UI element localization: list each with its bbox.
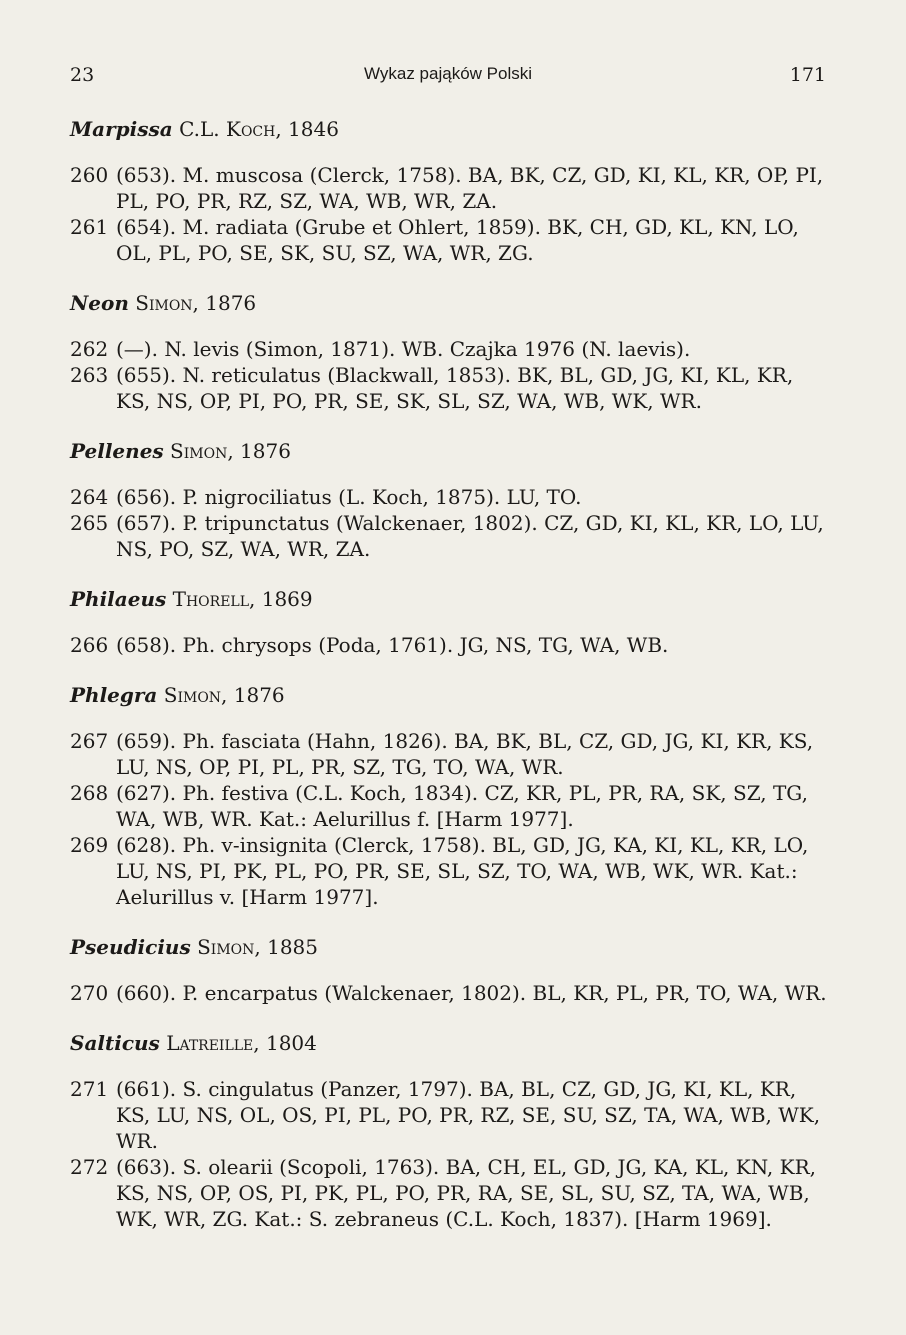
entry-number: 260 (70, 163, 109, 187)
genus-author: Thorell, 1869 (172, 587, 313, 611)
genus-heading (70, 1030, 830, 1056)
species-entry (70, 980, 830, 1006)
species-list (70, 116, 830, 1256)
running-title: Wykaz pająków Polski (363, 64, 533, 83)
genus-section (70, 586, 830, 658)
genus-name: Phlegra (70, 683, 158, 707)
entry-number: 263 (70, 363, 109, 387)
genus-author: C.L. Koch, 1846 (179, 117, 339, 141)
species-entry (70, 510, 830, 562)
genus-section (70, 1030, 830, 1232)
genus-heading (70, 934, 830, 960)
species-entry (70, 632, 830, 658)
entry-text: (655). N. reticulatus (Blackwall, 1853). BK, BL, GD, JG, KI, KL, KR, KS, NS, OP, PI, PO, PR, SE, SK, SL, SZ, WA, WB, WK, WR. (116, 363, 794, 413)
entry-text: (627). Ph. festiva (C.L. Koch, 1834). CZ, KR, PL, PR, RA, SK, SZ, TG, WA, WB, WR. Kat.: Aelurillus f. [Harm 1977]. (116, 781, 808, 831)
genus-author: Latreille, 1804 (166, 1031, 317, 1055)
entry-number: 261 (70, 215, 109, 239)
entry-text: (663). S. olearii (Scopoli, 1763). BA, CH, EL, GD, JG, KA, KL, KN, KR, KS, NS, OP, OS, PI, PK, PL, PO, PR, RA, SE, SL, SU, SZ, TA, WA, WB, WK, WR, ZG. Kat.: S. zebraneus (C.L. Koch, 1837). [Harm 1969]. (116, 1155, 816, 1231)
page-number-right: 171 (789, 64, 826, 86)
entry-number: 271 (70, 1077, 109, 1101)
species-entry (70, 728, 830, 780)
genus-name: Salticus (70, 1031, 160, 1055)
entry-text: (—). N. levis (Simon, 1871). WB. Czajka 1976 (N. laevis). (116, 337, 691, 361)
entry-number: 265 (70, 511, 109, 535)
running-head (70, 64, 826, 94)
entry-text: (658). Ph. chrysops (Poda, 1761). JG, NS, TG, WA, WB. (116, 633, 669, 657)
genus-section (70, 438, 830, 562)
entry-number: 270 (70, 981, 109, 1005)
genus-name: Philaeus (70, 587, 167, 611)
genus-heading (70, 116, 830, 142)
entry-text: (656). P. nigrociliatus (L. Koch, 1875). LU, TO. (116, 485, 582, 509)
entry-number: 264 (70, 485, 109, 509)
entry-text: (653). M. muscosa (Clerck, 1758). BA, BK, CZ, GD, KI, KL, KR, OP, PI, PL, PO, PR, RZ, SZ, WA, WB, WR, ZA. (116, 163, 824, 213)
species-entry (70, 162, 830, 214)
species-entry (70, 336, 830, 362)
genus-heading (70, 438, 830, 464)
genus-section (70, 934, 830, 1006)
genus-author: Simon, 1876 (170, 439, 291, 463)
entry-text: (659). Ph. fasciata (Hahn, 1826). BA, BK, BL, CZ, GD, JG, KI, KR, KS, LU, NS, OP, PI, PL, PR, SZ, TG, TO, WA, WR. (116, 729, 814, 779)
entry-text: (628). Ph. v-insignita (Clerck, 1758). BL, GD, JG, KA, KI, KL, KR, LO, LU, NS, PI, PK, PL, PO, PR, SE, SL, SZ, TO, WA, WB, WK, WR. Kat.: Aelurillus v. [Harm 1977]. (116, 833, 809, 909)
entry-text: (657). P. tripunctatus (Walckenaer, 1802). CZ, GD, KI, KL, KR, LO, LU, NS, PO, SZ, WA, WR, ZA. (116, 511, 824, 561)
species-entry (70, 484, 830, 510)
species-entry (70, 1076, 830, 1154)
genus-heading (70, 290, 830, 316)
entry-number: 268 (70, 781, 109, 805)
genus-author: Simon, 1876 (163, 683, 285, 707)
genus-section (70, 682, 830, 910)
species-entry (70, 1154, 830, 1232)
entry-text: (661). S. cingulatus (Panzer, 1797). BA, BL, CZ, GD, JG, KI, KL, KR, KS, LU, NS, OL, OS, PI, PL, PO, PR, RZ, SE, SU, SZ, TA, WA, WB, WK, WR. (116, 1077, 821, 1153)
entry-number: 267 (70, 729, 109, 753)
genus-heading (70, 586, 830, 612)
species-entry (70, 780, 830, 832)
genus-name: Marpissa (70, 117, 173, 141)
page-number-left: 23 (70, 64, 95, 86)
genus-section (70, 290, 830, 414)
species-entry (70, 214, 830, 266)
entry-number: 262 (70, 337, 109, 361)
entry-text: (654). M. radiata (Grube et Ohlert, 1859). BK, CH, GD, KL, KN, LO, OL, PL, PO, SE, SK, SU, SZ, WA, WR, ZG. (116, 215, 799, 265)
entry-text: (660). P. encarpatus (Walckenaer, 1802). BL, KR, PL, PR, TO, WA, WR. (116, 981, 827, 1005)
genus-heading (70, 682, 830, 708)
genus-author: Simon, 1876 (135, 291, 257, 315)
entry-number: 272 (70, 1155, 109, 1179)
entry-number: 266 (70, 633, 109, 657)
genus-section (70, 116, 830, 266)
genus-author: Simon, 1885 (197, 935, 319, 959)
genus-name: Neon (70, 291, 129, 315)
genus-name: Pellenes (70, 439, 164, 463)
entry-number: 269 (70, 833, 109, 857)
species-entry (70, 362, 830, 414)
genus-name: Pseudicius (70, 935, 191, 959)
species-entry (70, 832, 830, 910)
